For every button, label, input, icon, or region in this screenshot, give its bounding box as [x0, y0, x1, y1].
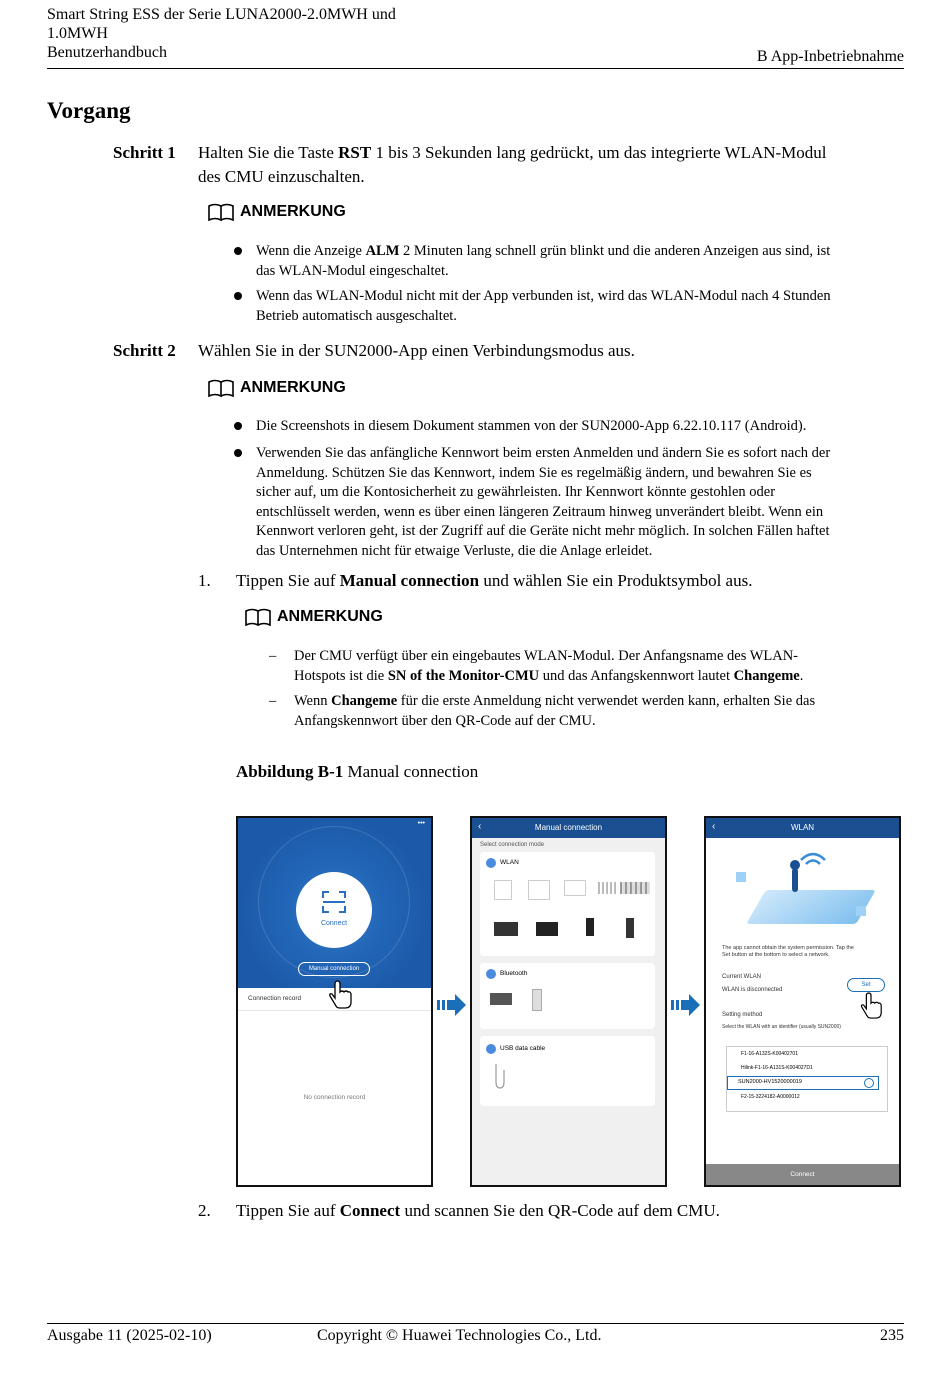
- mode-subtitle: Select connection mode: [480, 842, 545, 848]
- screen-title: WLAN: [790, 823, 815, 832]
- current-wlan-label: Current WLAN: [722, 974, 762, 980]
- note-heading-1: ANMERKUNG: [208, 203, 346, 221]
- set-button[interactable]: Set: [847, 978, 885, 992]
- info-icon[interactable]: [864, 1078, 874, 1088]
- dash: –: [269, 648, 277, 664]
- bluetooth-card: [480, 963, 655, 1029]
- book-icon: [208, 379, 234, 397]
- setting-method-desc: Select the WLAN with an identifier (usually SUN2000): [722, 1024, 841, 1030]
- note-heading-2: ANMERKUNG: [208, 379, 346, 397]
- substep1-number: 1.: [198, 571, 211, 590]
- device-tile[interactable]: [494, 922, 518, 936]
- device-tile[interactable]: [620, 882, 650, 894]
- wifi-icon: [486, 858, 496, 868]
- connect-button[interactable]: Connect: [706, 1164, 899, 1185]
- device-tile[interactable]: [598, 882, 616, 894]
- back-icon[interactable]: ‹: [712, 821, 716, 832]
- page-number: 235: [880, 1327, 904, 1344]
- cable-icon: [492, 1064, 508, 1090]
- note-bullet-2: Wenn das WLAN-Modul nicht mit der App verbunden ist, wird das WLAN-Modul nach 4 Stunden Betrieb automatisch ausgeschaltet.: [256, 288, 831, 324]
- more-icon[interactable]: •••: [417, 820, 425, 827]
- network-item[interactable]: F2-15-3224182-A0000012: [741, 1094, 800, 1100]
- note-dash-1: Der CMU verfügt über ein eingebautes WLAN-Modul. Der Anfangsname des WLAN- Hotspots ist die SN of the Monitor-CMU und das Anfangskennwort lautet Changeme.: [294, 648, 804, 684]
- bullet: [234, 422, 242, 430]
- network-list: [726, 1046, 888, 1112]
- device-tile[interactable]: [536, 922, 558, 936]
- copyright: Copyright © Huawei Technologies Co., Ltd.: [317, 1327, 602, 1344]
- step1-text: Halten Sie die Taste RST 1 bis 3 Sekunden lang gedrückt, um das integrierte WLAN-Modul des CMU einzuschalten.: [198, 143, 827, 186]
- step2-label: Schritt 2: [113, 341, 176, 360]
- home-banner: [238, 818, 431, 988]
- wlan-illustration: [736, 850, 876, 938]
- issue-date: Ausgabe 11 (2025-02-10): [47, 1327, 212, 1344]
- app-header: [706, 818, 899, 838]
- doc-title-line2: 1.0MWH: [47, 25, 108, 42]
- device-tile[interactable]: [564, 880, 586, 896]
- device-tile[interactable]: [626, 918, 634, 938]
- device-tile[interactable]: [490, 993, 512, 1005]
- arrow-right-icon: [671, 993, 701, 1017]
- doc-title-line1: Smart String ESS der Serie LUNA2000-2.0MWH und: [47, 6, 396, 23]
- section-name: B App-Inbetriebnahme: [756, 48, 904, 65]
- wlan-card: [480, 852, 655, 956]
- substep2-number: 2.: [198, 1201, 211, 1220]
- figure-caption: Abbildung B-1 Manual connection: [236, 762, 479, 781]
- bluetooth-icon: [486, 969, 496, 979]
- network-item[interactable]: Hilink-F1-16-A131S-K004027D1: [741, 1065, 813, 1071]
- step2-text: Wählen Sie in der SUN2000-App einen Verbindungsmodus aus.: [198, 341, 635, 360]
- setting-method-label: Setting method: [722, 1012, 763, 1018]
- bullet: [234, 247, 242, 255]
- device-tile[interactable]: [494, 880, 512, 900]
- device-tile[interactable]: [586, 918, 594, 936]
- note-dash-2: Wenn Changeme für die erste Anmeldung nicht verwendet werden kann, erhalten Sie das Anfangskennwort über den QR-Code auf der CMU.: [294, 693, 816, 729]
- screen-title: Manual connection: [534, 823, 603, 832]
- dash: –: [269, 693, 277, 709]
- note-bullet-4: Verwenden Sie das anfängliche Kennwort beim ersten Anmelden und ändern Sie es sofort nach der Anmeldung. Schützen Sie das Kennwort, indem Sie es regelmäßig ändern, und bewahren Sie es sicher auf, um die Kontosicherheit zu gewährleisten. Ihr Kennwort könnte gestohlen oder entschlüsselt werden, wenn es über einen längeren Zeitraum hinweg unverändert bleibt. Wenn ein Kennwort verloren geht, ist der Zugriff auf die Geräte nicht mehr möglich. In solchen Fällen haftet das Unternehmen nicht für etwaige Verluste, die die Anlage erleidet.: [256, 445, 831, 559]
- screenshot-manual-connection: [470, 816, 667, 1187]
- connect-button[interactable]: [296, 872, 372, 948]
- doc-title-line3: Benutzerhandbuch: [47, 44, 167, 61]
- device-tile[interactable]: [532, 989, 542, 1011]
- screenshot-wlan: [704, 816, 901, 1187]
- scan-icon: [321, 890, 347, 914]
- note-bullet-3: Die Screenshots in diesem Dokument stammen von der SUN2000-App 6.22.10.117 (Android).: [256, 418, 807, 434]
- network-item[interactable]: F1-16-A132S-K00402701: [741, 1051, 798, 1057]
- hand-pointer-icon: [326, 980, 354, 1010]
- network-item-selected[interactable]: SUN2000-HV1520000019: [727, 1076, 879, 1090]
- doc-title: [47, 5, 396, 62]
- hand-pointer-icon: [858, 992, 884, 1020]
- back-icon[interactable]: ‹: [478, 821, 482, 832]
- device-tile[interactable]: [528, 880, 550, 900]
- wlan-status: WLAN is disconnected: [722, 987, 783, 993]
- bullet: [234, 449, 242, 457]
- bullet: [234, 292, 242, 300]
- manual-connection-button[interactable]: Manual connection: [298, 962, 370, 976]
- arrow-right-icon: [437, 993, 467, 1017]
- bluetooth-label: Bluetooth: [500, 970, 528, 977]
- permission-hint: The app cannot obtain the system permission. Tap the Set button at the bottom to select a network.: [722, 945, 854, 958]
- empty-state-text: No connection record: [303, 1094, 366, 1101]
- connect-label: Connect: [320, 920, 348, 927]
- substep1-text: Tippen Sie auf Manual connection und wählen Sie ein Produktsymbol aus.: [236, 571, 753, 590]
- screenshot-home: [236, 816, 433, 1187]
- book-icon: [208, 203, 234, 221]
- step1-label: Schritt 1: [113, 143, 176, 162]
- note-heading-3: ANMERKUNG: [245, 608, 383, 626]
- substep2-text: Tippen Sie auf Connect und scannen Sie den QR-Code auf dem CMU.: [236, 1201, 720, 1220]
- app-header: [472, 818, 665, 838]
- wlan-label: WLAN: [500, 859, 519, 866]
- header-rule: [47, 68, 904, 69]
- usb-label: USB data cable: [500, 1045, 546, 1052]
- connection-record-label: Connection record: [248, 995, 302, 1002]
- usb-card: [480, 1036, 655, 1106]
- footer-rule: [47, 1323, 904, 1324]
- book-icon: [245, 608, 271, 626]
- usb-icon: [486, 1044, 496, 1054]
- note-bullet-1: Wenn die Anzeige ALM 2 Minuten lang schnell grün blinkt und die anderen Anzeigen aus sind, ist das WLAN-Modul eingeschaltet.: [256, 243, 831, 279]
- section-heading: Vorgang: [47, 98, 131, 123]
